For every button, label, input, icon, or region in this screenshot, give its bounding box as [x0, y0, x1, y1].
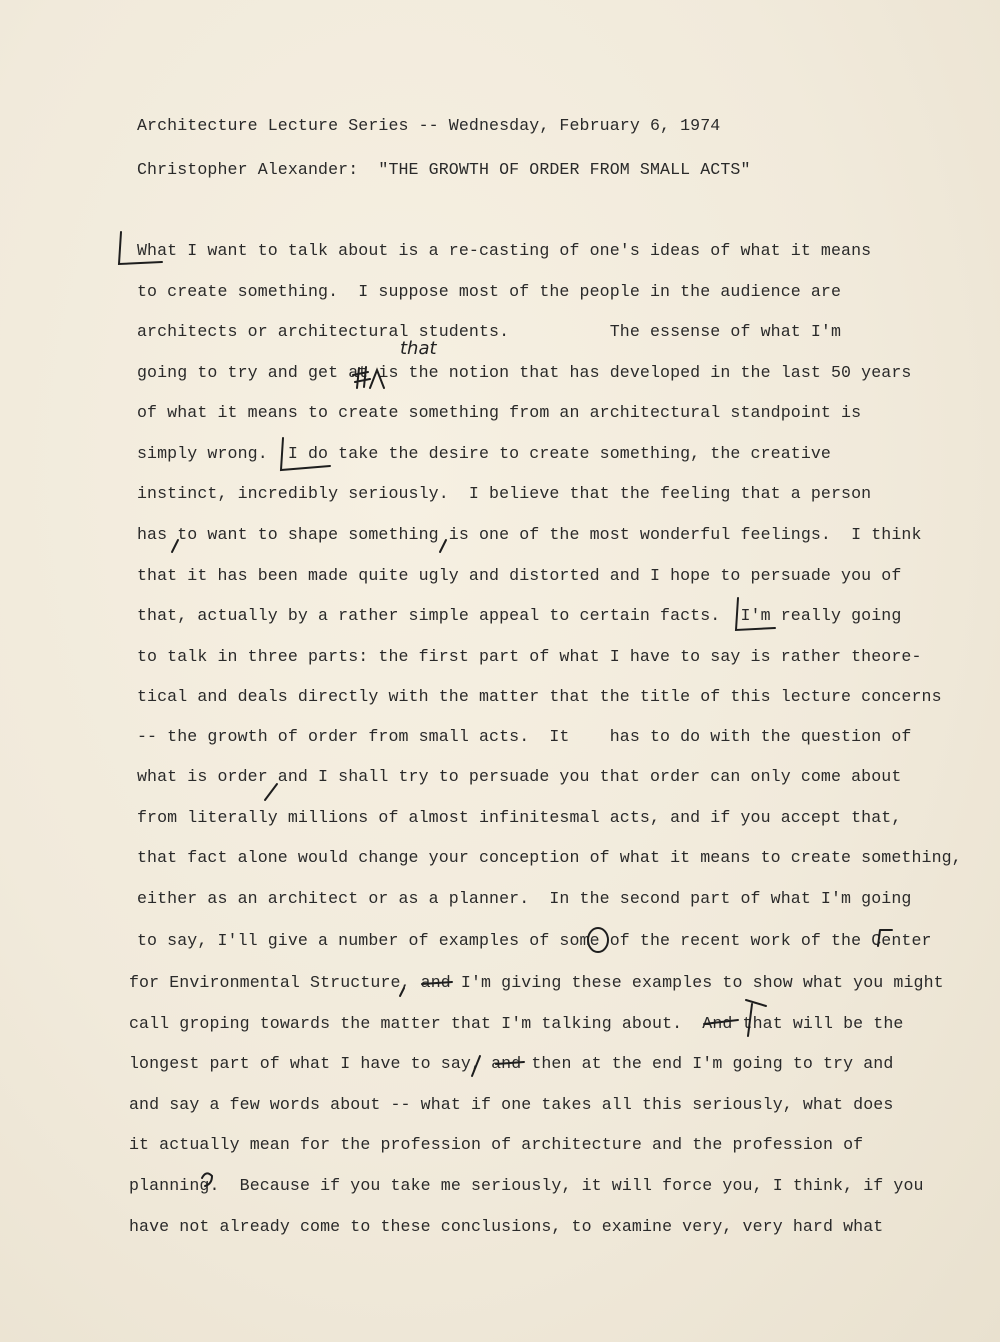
- body-line: call groping towards the matter that I'm talking about. And that will be the: [129, 1014, 904, 1033]
- body-line: architects or architectural students. The essense of what I'm: [137, 322, 842, 341]
- speaker-title-line: Christopher Alexander: "THE GROWTH OF ORDER FROM SMALL ACTS": [137, 160, 751, 179]
- body-line: to say, I'll give a number of examples of some of the recent work of the Center: [137, 931, 932, 950]
- body-line: for Environmental Structure, and I'm giving these examples to show what you might: [129, 973, 944, 992]
- body-line: longest part of what I have to say, and then at the end I'm going to try and: [129, 1054, 894, 1073]
- body-line: What I want to talk about is a re-casting of one's ideas of what it means: [137, 241, 872, 260]
- body-line: that fact alone would change your conception of what it means to create something,: [137, 848, 962, 867]
- handwritten-insertion: that: [400, 338, 437, 359]
- body-line: simply wrong. I do take the desire to create something, the creative: [137, 444, 831, 463]
- body-line: to talk in three parts: the first part of what I have to say is rather theore-: [137, 647, 922, 666]
- body-line: instinct, incredibly seriously. I believe that the feeling that a person: [137, 484, 872, 503]
- body-line: from literally millions of almost infinitesmal acts, and if you accept that,: [137, 808, 902, 827]
- body-line: what is order and I shall try to persuade you that order can only come about: [137, 767, 902, 786]
- body-line: to create something. I suppose most of the people in the audience are: [137, 282, 842, 301]
- lecture-series-line: Architecture Lecture Series -- Wednesday, February 6, 1974: [137, 116, 721, 135]
- body-line: of what it means to create something from an architectural standpoint is: [137, 403, 862, 422]
- body-line: going to try and get at is the notion that has developed in the last 50 years: [137, 363, 912, 382]
- body-line: it actually mean for the profession of architecture and the profession of: [129, 1135, 864, 1154]
- body-line: have not already come to these conclusions, to examine very, very hard what: [129, 1217, 884, 1236]
- body-line: -- the growth of order from small acts. It has to do with the question of: [137, 727, 912, 746]
- body-line: has to want to shape something is one of the most wonderful feelings. I think: [137, 525, 922, 544]
- body-line: either as an architect or as a planner. In the second part of what I'm going: [137, 889, 912, 908]
- body-line: that it has been made quite ugly and distorted and I hope to persuade you of: [137, 566, 902, 585]
- body-line: tical and deals directly with the matter that the title of this lecture concerns: [137, 687, 942, 706]
- body-line: that, actually by a rather simple appeal to certain facts. I'm really going: [137, 606, 902, 625]
- body-line: and say a few words about -- what if one takes all this seriously, what does: [129, 1095, 894, 1114]
- body-line: planning. Because if you take me seriously, it will force you, I think, if you: [129, 1176, 924, 1195]
